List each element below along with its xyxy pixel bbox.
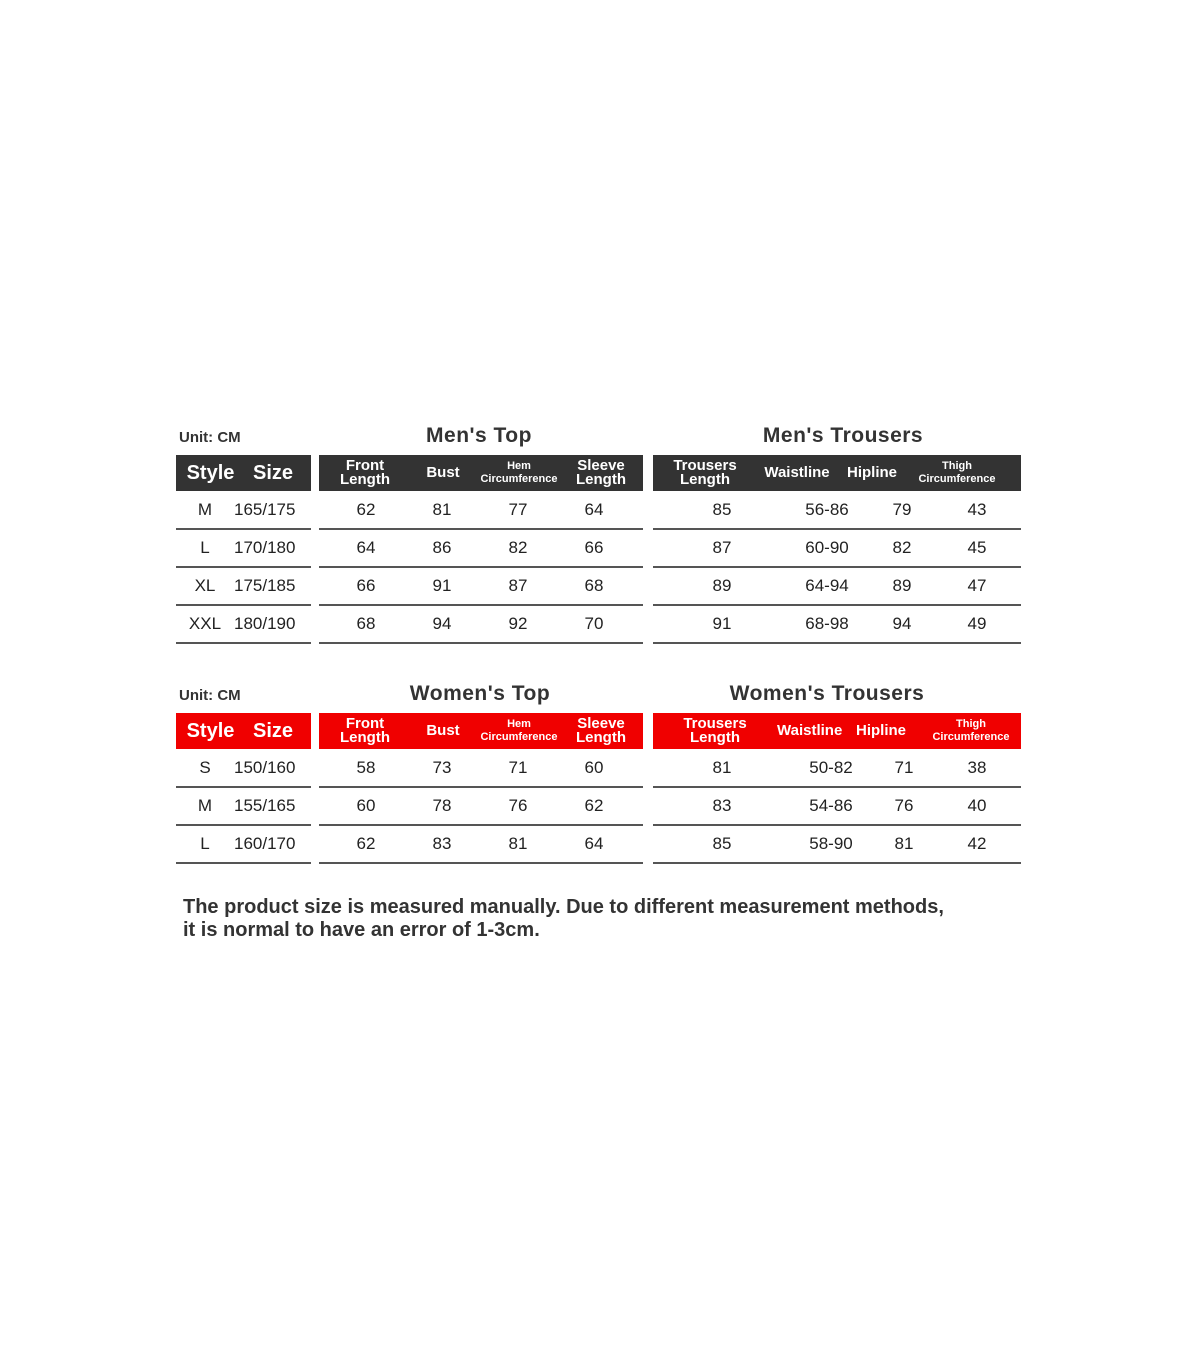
women-style-size-header [176, 713, 311, 749]
waistline-cell: 50-82 [809, 758, 853, 777]
trousers-length-cell: 87 [712, 538, 732, 557]
style-header: Style [186, 462, 235, 484]
table-row [653, 568, 1021, 606]
thigh-circumference-header: Thigh Circumference [918, 460, 996, 485]
style-cell: M [197, 500, 213, 519]
trousers-length-cell: 85 [712, 834, 732, 853]
thigh-cell: 38 [967, 758, 987, 777]
size-cell: 160/170 [234, 834, 296, 853]
trousers-length-cell: 81 [712, 758, 732, 777]
size-cell: 165/175 [234, 500, 296, 519]
front-length-cell: 64 [356, 538, 376, 557]
hem-circumference-header: Hem Circumference [480, 460, 558, 485]
hem-circumference-header: Hem Circumference [480, 718, 558, 743]
table-row [319, 788, 643, 826]
table-row [176, 750, 311, 788]
hipline-cell: 94 [892, 614, 912, 633]
table-row [653, 492, 1021, 530]
mens-top-title: Men's Top [426, 424, 532, 447]
style-cell: S [199, 758, 211, 777]
hem-cell: 77 [508, 500, 528, 519]
size-cell: 175/185 [234, 576, 296, 595]
trousers-length-header: Trousers Length [683, 715, 747, 746]
bust-cell: 91 [432, 576, 452, 595]
womens-trousers-header [653, 713, 1021, 749]
front-length-cell: 62 [356, 500, 376, 519]
front-length-cell: 58 [356, 758, 376, 777]
table-row [319, 826, 643, 864]
trousers-length-cell: 89 [712, 576, 732, 595]
note-line-1: The product size is measured manually. Due to different measurement methods, [183, 896, 944, 918]
front-length-header: Front Length [340, 715, 390, 746]
front-length-cell: 60 [356, 796, 376, 815]
mens-trousers-header [653, 455, 1021, 491]
sleeve-cell: 62 [584, 796, 604, 815]
men-unit-label: Unit: CM [179, 429, 241, 446]
hipline-cell: 81 [894, 834, 914, 853]
table-row [653, 826, 1021, 864]
hipline-cell: 79 [892, 500, 912, 519]
sleeve-length-header: Sleeve Length [576, 457, 626, 488]
womens-top-columns [319, 750, 643, 864]
mens-trousers-title: Men's Trousers [762, 424, 924, 447]
mens-top-header [319, 455, 643, 491]
women-unit-label: Unit: CM [179, 687, 241, 704]
bust-cell: 73 [432, 758, 452, 777]
table-row [653, 750, 1021, 788]
measurement-note [183, 896, 1023, 942]
table-row [176, 492, 311, 530]
bust-header: Bust [426, 464, 460, 481]
waistline-header: Waistline [764, 464, 830, 481]
style-cell: L [200, 538, 210, 557]
size-cell: 180/190 [234, 614, 296, 633]
men-style-size-header [176, 455, 311, 491]
style-cell: M [197, 796, 213, 815]
waistline-cell: 68-98 [805, 614, 849, 633]
waistline-cell: 56-86 [805, 500, 849, 519]
bust-cell: 83 [432, 834, 452, 853]
trousers-length-cell: 91 [712, 614, 732, 633]
trousers-length-cell: 83 [712, 796, 732, 815]
front-length-header: Front Length [340, 457, 390, 488]
thigh-cell: 43 [967, 500, 987, 519]
size-cell: 155/165 [234, 796, 296, 815]
size-header: Size [252, 720, 294, 742]
table-row [319, 606, 643, 644]
waistline-cell: 64-94 [805, 576, 849, 595]
mens-style-column [176, 492, 311, 644]
table-row [653, 530, 1021, 568]
bust-cell: 86 [432, 538, 452, 557]
waistline-header: Waistline [777, 722, 843, 739]
size-header: Size [252, 462, 294, 484]
womens-top-title: Women's Top [409, 682, 551, 705]
style-cell: XL [194, 576, 216, 595]
thigh-cell: 40 [967, 796, 987, 815]
waistline-cell: 58-90 [809, 834, 853, 853]
hipline-cell: 82 [892, 538, 912, 557]
womens-style-column [176, 750, 311, 864]
sleeve-cell: 64 [584, 834, 604, 853]
thigh-circumference-header: Thigh Circumference [932, 718, 1010, 743]
thigh-cell: 47 [967, 576, 987, 595]
table-row [176, 568, 311, 606]
table-row [176, 826, 311, 864]
womens-trousers-title: Women's Trousers [729, 682, 925, 705]
table-row [176, 606, 311, 644]
table-row [319, 568, 643, 606]
sleeve-cell: 70 [584, 614, 604, 633]
table-row [319, 492, 643, 530]
table-row [653, 788, 1021, 826]
mens-top-columns [319, 492, 643, 644]
style-header: Style [186, 720, 235, 742]
hem-cell: 92 [508, 614, 528, 633]
style-cell: L [200, 834, 210, 853]
hipline-cell: 71 [894, 758, 914, 777]
table-row [176, 530, 311, 568]
bust-cell: 78 [432, 796, 452, 815]
womens-top-header [319, 713, 643, 749]
trousers-length-header: Trousers Length [673, 457, 737, 488]
bust-cell: 94 [432, 614, 452, 633]
hem-cell: 87 [508, 576, 528, 595]
sleeve-cell: 68 [584, 576, 604, 595]
waistline-cell: 60-90 [805, 538, 849, 557]
hem-cell: 81 [508, 834, 528, 853]
mens-trousers-columns [653, 492, 1021, 644]
sleeve-cell: 66 [584, 538, 604, 557]
hipline-header: Hipline [855, 722, 906, 739]
note-line-2: it is normal to have an error of 1-3cm. [183, 919, 540, 941]
hipline-header: Hipline [846, 464, 897, 481]
thigh-cell: 42 [967, 834, 987, 853]
sleeve-cell: 60 [584, 758, 604, 777]
table-row [319, 750, 643, 788]
trousers-length-cell: 85 [712, 500, 732, 519]
sleeve-cell: 64 [584, 500, 604, 519]
hem-cell: 76 [508, 796, 528, 815]
front-length-cell: 62 [356, 834, 376, 853]
hem-cell: 82 [508, 538, 528, 557]
front-length-cell: 68 [356, 614, 376, 633]
hipline-cell: 89 [892, 576, 912, 595]
table-row [653, 606, 1021, 644]
hipline-cell: 76 [894, 796, 914, 815]
hem-cell: 71 [508, 758, 528, 777]
waistline-cell: 54-86 [809, 796, 853, 815]
size-cell: 150/160 [234, 758, 296, 777]
table-row [176, 788, 311, 826]
thigh-cell: 45 [967, 538, 987, 557]
bust-cell: 81 [432, 500, 452, 519]
size-cell: 170/180 [234, 538, 296, 557]
sleeve-length-header: Sleeve Length [576, 715, 626, 746]
bust-header: Bust [426, 722, 460, 739]
style-cell: XXL [188, 614, 222, 633]
table-row [319, 530, 643, 568]
womens-trousers-columns [653, 750, 1021, 864]
thigh-cell: 49 [967, 614, 987, 633]
front-length-cell: 66 [356, 576, 376, 595]
